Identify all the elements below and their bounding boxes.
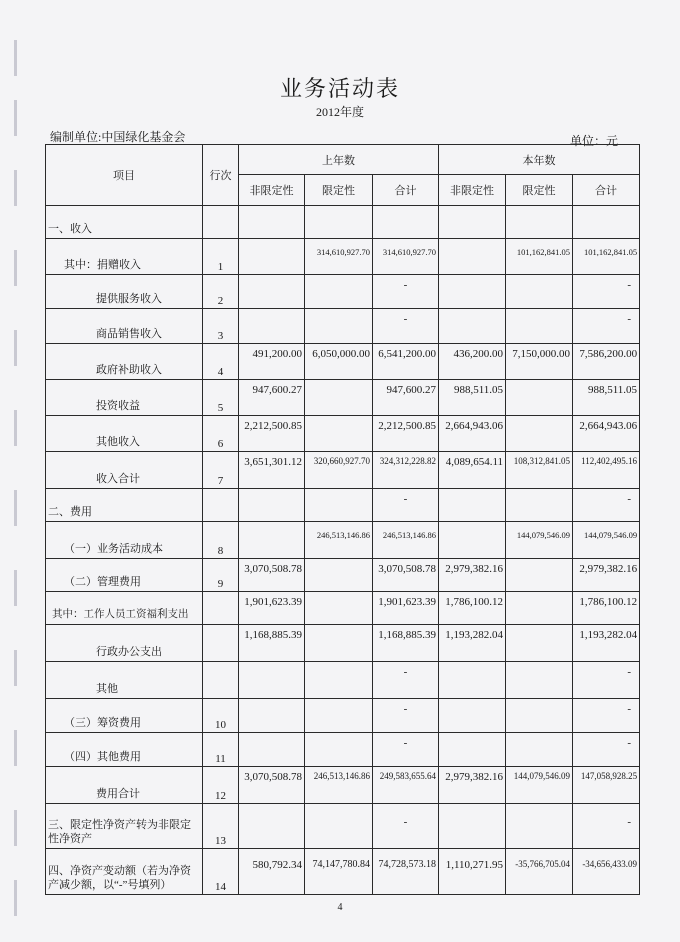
table-row xyxy=(46,489,640,522)
reporting-organization: 编制单位:中国绿化基金会 xyxy=(50,130,186,144)
row-line: 13 xyxy=(203,804,239,849)
row-item: 一、收入 xyxy=(46,206,203,239)
row-prev-restricted xyxy=(305,206,373,239)
row-prev-unrestricted: 3,651,301.12 xyxy=(239,452,305,489)
row-prev-restricted xyxy=(305,309,373,344)
row-cur-unrestricted: 2,979,382.16 xyxy=(439,559,506,592)
row-prev-unrestricted xyxy=(239,489,305,522)
row-line: 12 xyxy=(203,767,239,804)
row-cur-total: 2,664,943.06 xyxy=(573,416,640,452)
page-number: 4 xyxy=(337,902,343,913)
row-prev-restricted xyxy=(305,416,373,452)
table-row xyxy=(46,416,640,452)
row-prev-total: 324,312,228.82 xyxy=(373,452,439,489)
header-prev-year: 上年数 xyxy=(239,145,439,175)
row-prev-total: 74,728,573.18 xyxy=(373,849,439,895)
table-row xyxy=(46,849,640,895)
row-prev-unrestricted xyxy=(239,733,305,767)
row-prev-total: - xyxy=(373,275,439,309)
row-item: 提供服务收入 xyxy=(46,275,203,309)
row-prev-total: 1,901,623.39 xyxy=(373,592,439,625)
row-cur-restricted: 144,079,546.09 xyxy=(506,522,573,559)
row-item: 其他 xyxy=(46,662,203,699)
row-cur-total: - xyxy=(573,275,640,309)
table-row xyxy=(46,452,640,489)
row-prev-total: 249,583,655.64 xyxy=(373,767,439,804)
binder-mark xyxy=(14,730,17,766)
row-line: 1 xyxy=(203,239,239,275)
table-row xyxy=(46,309,640,344)
row-cur-total: 1,786,100.12 xyxy=(573,592,640,625)
row-cur-total: 988,511.05 xyxy=(573,380,640,416)
row-cur-unrestricted xyxy=(439,239,506,275)
row-cur-restricted xyxy=(506,489,573,522)
row-prev-unrestricted xyxy=(239,699,305,733)
header-item: 项目 xyxy=(46,145,203,206)
row-cur-total: 2,979,382.16 xyxy=(573,559,640,592)
header-prev-restricted: 限定性 xyxy=(305,175,373,206)
row-prev-total: 314,610,927.70 xyxy=(373,239,439,275)
row-line: 5 xyxy=(203,380,239,416)
row-cur-restricted xyxy=(506,733,573,767)
header-cur-year: 本年数 xyxy=(439,145,640,175)
table-row xyxy=(46,804,640,849)
row-item: （四）其他费用 xyxy=(46,733,203,767)
row-prev-unrestricted: 3,070,508.78 xyxy=(239,559,305,592)
row-prev-restricted xyxy=(305,489,373,522)
row-cur-unrestricted: 988,511.05 xyxy=(439,380,506,416)
row-cur-total: - xyxy=(573,699,640,733)
row-item: 投资收益 xyxy=(46,380,203,416)
row-line xyxy=(203,592,239,625)
row-cur-restricted xyxy=(506,559,573,592)
row-prev-unrestricted: 3,070,508.78 xyxy=(239,767,305,804)
table-row xyxy=(46,733,640,767)
row-prev-restricted xyxy=(305,733,373,767)
row-cur-restricted xyxy=(506,662,573,699)
row-cur-restricted: 101,162,841.05 xyxy=(506,239,573,275)
binder-mark xyxy=(14,570,17,606)
row-prev-restricted: 320,660,927.70 xyxy=(305,452,373,489)
row-line: 2 xyxy=(203,275,239,309)
row-cur-unrestricted: 1,110,271.95 xyxy=(439,849,506,895)
row-prev-restricted: 74,147,780.84 xyxy=(305,849,373,895)
row-prev-total: - xyxy=(373,804,439,849)
row-prev-restricted: 6,050,000.00 xyxy=(305,344,373,380)
row-prev-restricted xyxy=(305,559,373,592)
row-cur-total: -34,656,433.09 xyxy=(573,849,640,895)
row-item: 其中：工作人员工资福利支出 xyxy=(46,592,203,625)
row-prev-restricted xyxy=(305,592,373,625)
row-line: 9 xyxy=(203,559,239,592)
row-prev-total: - xyxy=(373,662,439,699)
row-item: 收入合计 xyxy=(46,452,203,489)
row-prev-unrestricted: 1,168,885.39 xyxy=(239,625,305,662)
row-prev-unrestricted: 1,901,623.39 xyxy=(239,592,305,625)
row-prev-unrestricted: 2,212,500.85 xyxy=(239,416,305,452)
row-cur-restricted: 7,150,000.00 xyxy=(506,344,573,380)
row-prev-restricted xyxy=(305,699,373,733)
row-prev-total: 947,600.27 xyxy=(373,380,439,416)
row-cur-unrestricted: 2,664,943.06 xyxy=(439,416,506,452)
row-prev-total: 246,513,146.86 xyxy=(373,522,439,559)
row-line: 3 xyxy=(203,309,239,344)
row-prev-unrestricted xyxy=(239,522,305,559)
binder-mark xyxy=(14,330,17,366)
table-row xyxy=(46,699,640,733)
row-cur-restricted xyxy=(506,275,573,309)
binder-mark xyxy=(14,650,17,686)
table-row xyxy=(46,239,640,275)
row-cur-unrestricted: 1,786,100.12 xyxy=(439,592,506,625)
table-row xyxy=(46,662,640,699)
table-row xyxy=(46,522,640,559)
row-cur-total: - xyxy=(573,489,640,522)
row-item: 其中：捐赠收入 xyxy=(46,239,203,275)
row-cur-restricted xyxy=(506,699,573,733)
row-cur-unrestricted xyxy=(439,275,506,309)
row-cur-unrestricted: 1,193,282.04 xyxy=(439,625,506,662)
header-cur-unrestricted: 非限定性 xyxy=(439,175,506,206)
header-prev-total: 合计 xyxy=(373,175,439,206)
row-item: （一）业务活动成本 xyxy=(46,522,203,559)
row-cur-restricted xyxy=(506,625,573,662)
row-line: 10 xyxy=(203,699,239,733)
row-prev-unrestricted xyxy=(239,662,305,699)
row-cur-unrestricted xyxy=(439,489,506,522)
row-cur-total: - xyxy=(573,662,640,699)
row-item: 三、限定性净资产转为非限定性净资产 xyxy=(46,804,203,849)
table-row xyxy=(46,275,640,309)
row-line: 6 xyxy=(203,416,239,452)
row-cur-unrestricted xyxy=(439,699,506,733)
row-cur-restricted xyxy=(506,380,573,416)
row-line: 8 xyxy=(203,522,239,559)
row-line: 7 xyxy=(203,452,239,489)
row-prev-restricted: 246,513,146.86 xyxy=(305,767,373,804)
row-cur-total: 101,162,841.05 xyxy=(573,239,640,275)
table-row xyxy=(46,559,640,592)
row-prev-unrestricted xyxy=(239,206,305,239)
row-prev-total: - xyxy=(373,489,439,522)
row-cur-restricted: -35,766,705.04 xyxy=(506,849,573,895)
row-prev-restricted xyxy=(305,380,373,416)
row-cur-restricted xyxy=(506,804,573,849)
row-item: 其他收入 xyxy=(46,416,203,452)
row-line: 11 xyxy=(203,733,239,767)
row-cur-total: 147,058,928.25 xyxy=(573,767,640,804)
row-prev-total: - xyxy=(373,309,439,344)
report-year: 2012年度 xyxy=(315,105,364,119)
row-prev-restricted xyxy=(305,804,373,849)
row-item: 行政办公支出 xyxy=(46,625,203,662)
binder-mark xyxy=(14,170,17,206)
row-prev-total xyxy=(373,206,439,239)
table-row xyxy=(46,592,640,625)
row-item: 商品销售收入 xyxy=(46,309,203,344)
row-cur-unrestricted xyxy=(439,804,506,849)
activity-statement-table xyxy=(45,144,640,895)
row-line xyxy=(203,489,239,522)
row-prev-unrestricted xyxy=(239,275,305,309)
table-row xyxy=(46,380,640,416)
row-cur-total xyxy=(573,206,640,239)
row-prev-restricted xyxy=(305,275,373,309)
row-cur-total: - xyxy=(573,733,640,767)
row-prev-total: - xyxy=(373,733,439,767)
row-prev-restricted xyxy=(305,625,373,662)
row-prev-total: - xyxy=(373,699,439,733)
row-cur-unrestricted xyxy=(439,206,506,239)
row-cur-restricted xyxy=(506,416,573,452)
row-cur-restricted xyxy=(506,309,573,344)
binder-mark xyxy=(14,810,17,846)
row-line: 4 xyxy=(203,344,239,380)
document-title: 业务活动表 xyxy=(279,76,400,101)
row-item: 政府补助收入 xyxy=(46,344,203,380)
row-prev-total: 6,541,200.00 xyxy=(373,344,439,380)
row-item: 费用合计 xyxy=(46,767,203,804)
table-row xyxy=(46,767,640,804)
binder-mark xyxy=(14,490,17,526)
header-cur-restricted: 限定性 xyxy=(506,175,573,206)
row-cur-total: - xyxy=(573,309,640,344)
row-prev-unrestricted: 580,792.34 xyxy=(239,849,305,895)
row-prev-unrestricted: 947,600.27 xyxy=(239,380,305,416)
header-prev-unrestricted: 非限定性 xyxy=(239,175,305,206)
row-cur-unrestricted: 2,979,382.16 xyxy=(439,767,506,804)
row-cur-total: 1,193,282.04 xyxy=(573,625,640,662)
currency-unit: 单位：元 xyxy=(570,134,619,148)
row-cur-unrestricted xyxy=(439,662,506,699)
row-item: 二、费用 xyxy=(46,489,203,522)
row-cur-total: - xyxy=(573,804,640,849)
row-cur-total: 7,586,200.00 xyxy=(573,344,640,380)
header-line-no: 行次 xyxy=(203,145,239,206)
row-cur-unrestricted xyxy=(439,733,506,767)
row-prev-unrestricted xyxy=(239,804,305,849)
row-prev-total: 1,168,885.39 xyxy=(373,625,439,662)
header-cur-total: 合计 xyxy=(573,175,640,206)
row-line: 14 xyxy=(203,849,239,895)
row-prev-restricted: 246,513,146.86 xyxy=(305,522,373,559)
row-cur-unrestricted: 4,089,654.11 xyxy=(439,452,506,489)
row-prev-total: 2,212,500.85 xyxy=(373,416,439,452)
row-prev-unrestricted xyxy=(239,239,305,275)
row-cur-restricted xyxy=(506,206,573,239)
row-cur-unrestricted xyxy=(439,522,506,559)
row-cur-restricted: 144,079,546.09 xyxy=(506,767,573,804)
row-line xyxy=(203,625,239,662)
table-row xyxy=(46,344,640,380)
row-prev-restricted: 314,610,927.70 xyxy=(305,239,373,275)
row-cur-restricted: 108,312,841.05 xyxy=(506,452,573,489)
row-prev-total: 3,070,508.78 xyxy=(373,559,439,592)
table-row xyxy=(46,206,640,239)
binder-mark xyxy=(14,250,17,286)
row-line xyxy=(203,662,239,699)
row-cur-total: 112,402,495.16 xyxy=(573,452,640,489)
row-prev-unrestricted xyxy=(239,309,305,344)
row-cur-total: 144,079,546.09 xyxy=(573,522,640,559)
row-cur-restricted xyxy=(506,592,573,625)
row-prev-unrestricted: 491,200.00 xyxy=(239,344,305,380)
table-row xyxy=(46,625,640,662)
row-line xyxy=(203,206,239,239)
binder-mark xyxy=(14,40,17,76)
row-item: （二）管理费用 xyxy=(46,559,203,592)
row-cur-unrestricted xyxy=(439,309,506,344)
row-item: 四、净资产变动额（若为净资产减少额，以“-”号填列） xyxy=(46,849,203,895)
row-prev-restricted xyxy=(305,662,373,699)
binder-mark xyxy=(14,410,17,446)
row-cur-unrestricted: 436,200.00 xyxy=(439,344,506,380)
row-item: （三）筹资费用 xyxy=(46,699,203,733)
